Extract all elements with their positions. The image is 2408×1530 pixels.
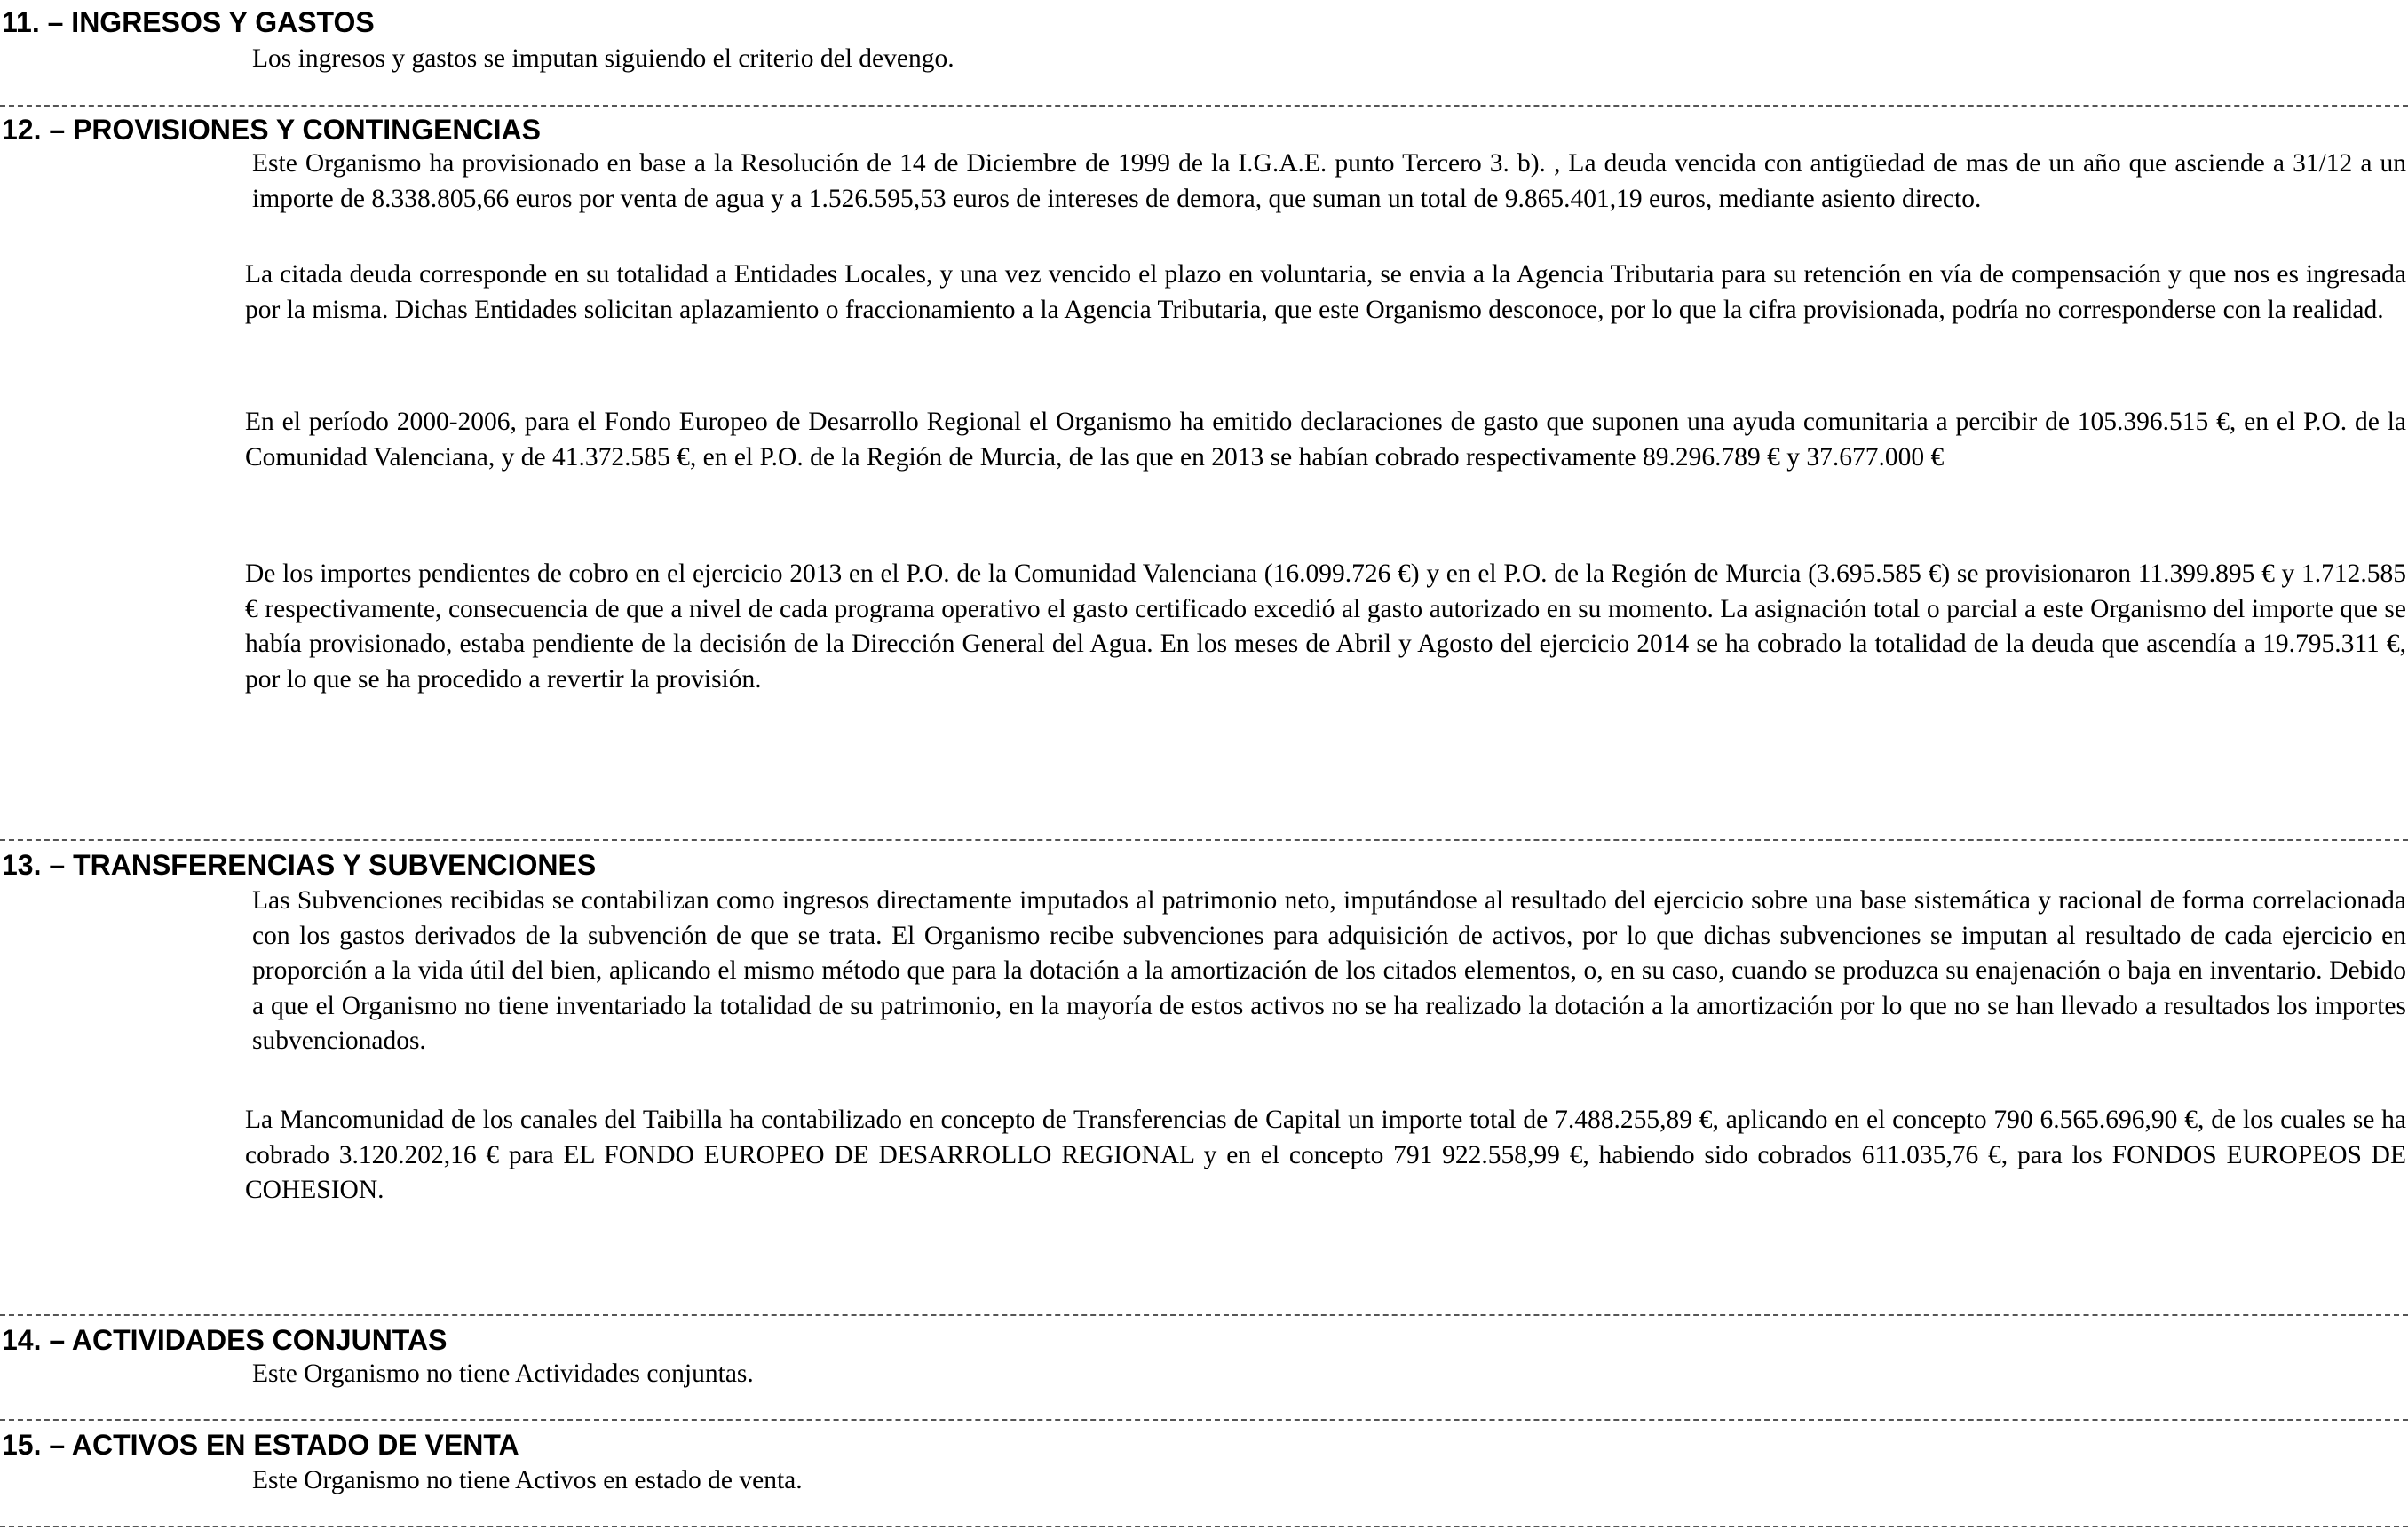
section-divider xyxy=(0,839,2408,841)
section-13-paragraph-1: Las Subvenciones recibidas se contabilizan como ingresos directamente imputados al patrimonio neto, imputándose al resultado del ejercicio sobre una base sistemática y racional de forma correlacionada con los gastos derivados de la subvención de que se trata. El Organismo recibe subvenciones para adquisición de activos, por lo que dichas subvenciones se imputan al resultado de cada ejercicio en proporción a la vida útil del bien, aplicando el mismo método que para la dotación a la amortización de los citados elementos, o, en su caso, cuando se produzca su enajenación o baja en inventario. Debido a que el Organismo no tiene inventariado la totalidad de su patrimonio, en la mayoría de estos activos no se ha realizado la dotación a la amortización por lo que no se han llevado a resultados los importes subvencionados. xyxy=(252,886,2406,1055)
section-11-heading: 11. – INGRESOS Y GASTOS xyxy=(2,6,375,38)
section-12-paragraph-4: De los importes pendientes de cobro en el ejercicio 2013 en el P.O. de la Comunidad Valenciana (16.099.726 €) y en el P.O. de la Región de Murcia (3.695.585 €) se provisionaron 11.399.895 € y 1.712.585 € respectivamente, consecuencia de que a nivel de cada programa operativo el gasto certificado excedió al gasto autorizado en su momento. La asignación total o parcial a este Organismo del importe que se había provisionado, estaba pendiente de la decisión de la Dirección General del Agua. En los meses de Abril y Agosto del ejercicio 2014 se ha cobrado la totalidad de la deuda que ascendía a 19.795.311 €, por lo que se ha procedido a revertir la provisión. xyxy=(245,559,2406,694)
section-12-heading: 12. – PROVISIONES Y CONTINGENCIAS xyxy=(2,114,541,146)
section-divider xyxy=(0,105,2408,107)
section-11-paragraph-1: Los ingresos y gastos se imputan siguiendo el criterio del devengo. xyxy=(252,44,954,73)
section-14-heading: 14. – ACTIVIDADES CONJUNTAS xyxy=(2,1324,448,1356)
section-13-heading: 13. – TRANSFERENCIAS Y SUBVENCIONES xyxy=(2,849,597,881)
section-divider xyxy=(0,1526,2408,1527)
section-15-heading: 15. – ACTIVOS EN ESTADO DE VENTA xyxy=(2,1429,519,1461)
section-14-paragraph-1: Este Organismo no tiene Actividades conjuntas. xyxy=(252,1360,754,1388)
section-12-paragraph-2: La citada deuda corresponde en su totalidad a Entidades Locales, y una vez vencido el plazo en voluntaria, se envia a la Agencia Tributaria para su retención en vía de compensación y que nos es ingresada por la misma. Dichas Entidades solicitan aplazamiento o fraccionamiento a la Agencia Tributaria, que este Organismo desconoce, por lo que la cifra provisionada, podría no corresponderse con la realidad. xyxy=(245,260,2406,324)
section-15-paragraph-1: Este Organismo no tiene Activos en estado de venta. xyxy=(252,1466,803,1494)
section-12-paragraph-3: En el período 2000-2006, para el Fondo Europeo de Desarrollo Regional el Organismo ha emitido declaraciones de gasto que suponen una ayuda comunitaria a percibir de 105.396.515 €, en el P.O. de la Comunidad Valenciana, y de 41.372.585 €, en el P.O. de la Región de Murcia, de las que en 2013 se habían cobrado respectivamente 89.296.789 € y 37.677.000 € xyxy=(245,408,2406,472)
section-13-paragraph-2: La Mancomunidad de los canales del Taibilla ha contabilizado en concepto de Transferencias de Capital un importe total de 7.488.255,89 €, aplicando en el concepto 790 6.565.696,90 €, de los cuales se ha cobrado 3.120.202,16 € para EL FONDO EUROPEO DE DESARROLLO REGIONAL y en el concepto 791 922.558,99 €, habiendo sido cobrados 611.035,76 €, para los FONDOS EUROPEOS DE COHESION. xyxy=(245,1106,2406,1204)
section-12-paragraph-1: Este Organismo ha provisionado en base a la Resolución de 14 de Diciembre de 1999 de la I.G.A.E. punto Tercero 3. b). , La deuda vencida con antigüedad de mas de un año que asciende a 31/12 a un importe de 8.338.805,66 euros por venta de agua y a 1.526.595,53 euros de intereses de demora, que suman un total de 9.865.401,19 euros, mediante asiento directo. xyxy=(252,149,2406,213)
section-divider xyxy=(0,1419,2408,1421)
section-divider xyxy=(0,1314,2408,1316)
